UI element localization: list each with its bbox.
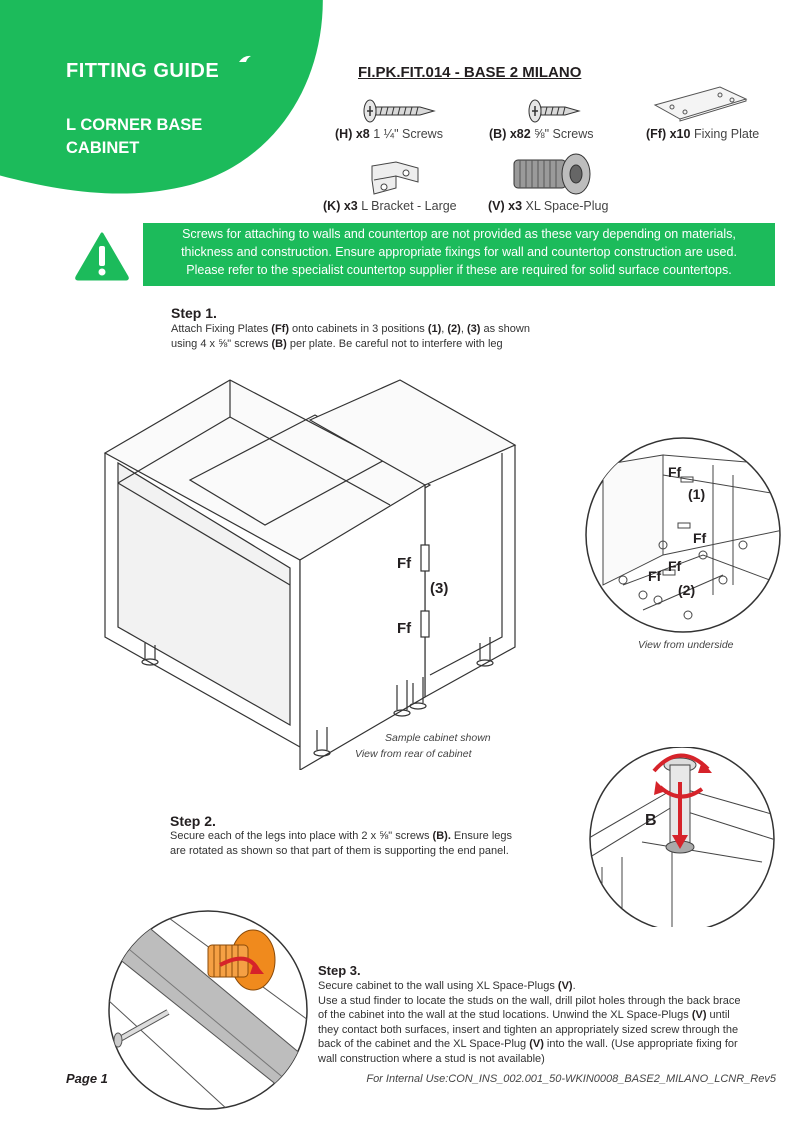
warning-triangle-icon <box>74 231 130 281</box>
step3-instructions: Secure cabinet to the wall using XL Space-Plugs (V). Use a stud finder to locate the studs on the wall, drill pilot holes through the back brace of the cabinet into the wall at the stud locations. Unwind the XL Space-Plugs (V) until they contact both surfaces, insert and tighten an appropriately sized screw through the back of the cabinet and the XL Space-Plug (V) into the wall. (Use appropriate fixing for wall construction where a stud is not available) <box>318 980 741 1065</box>
wall-fixing-detail-illustration <box>108 910 308 1110</box>
fixing-plate-icon <box>650 85 750 123</box>
step2-title: Step 2. <box>170 813 216 829</box>
page-number: Page 1 <box>66 1071 108 1086</box>
detail-ff-2: Ff <box>693 530 707 546</box>
part-ff-label: (Ff) x10 Fixing Plate <box>646 127 760 141</box>
part-v-label: (V) x3 XL Space-Plug <box>488 199 609 213</box>
callout-ff-upper: Ff <box>397 555 412 572</box>
detail-ff-4: Ff <box>648 568 662 584</box>
warning-banner: Screws for attaching to walls and countertop are not provided as these vary depending on materials, thickness and construction. Ensure appropriate fixings for wall and countertop construction are used. Please refer to the specialist countertop supplier if these are required for solid surface countertops. <box>143 223 775 286</box>
step1-instructions: Attach Fixing Plates (Ff) onto cabinets in 3 positions (1), (2), (3) as shown using 4 x ⅝" screws (B) per plate. Be careful not to interfere with leg <box>171 323 530 350</box>
callout-ff-lower: Ff <box>397 620 412 637</box>
detail-ff-1: Ff <box>668 464 682 480</box>
bird-logo-icon <box>238 54 252 64</box>
sample-cabinet-caption: Sample cabinet shown <box>385 732 491 744</box>
internal-reference: For Internal Use:CON_INS_002.001_50-WKIN0008_BASE2_MILANO_LCNR_Rev5 <box>366 1073 776 1085</box>
space-plug-icon <box>506 150 596 198</box>
step3-title: Step 3. <box>318 963 361 978</box>
callout-b: B <box>645 812 657 829</box>
callout-position-3: (3) <box>430 580 449 597</box>
cabinet-rear-view-illustration <box>100 375 525 770</box>
underside-caption: View from underside <box>638 639 734 651</box>
step1-title: Step 1. <box>171 305 217 321</box>
rear-view-caption: View from rear of cabinet <box>355 748 472 760</box>
step2-instructions: Secure each of the legs into place with 2 x ⅝" screws (B). Ensure legs are rotated as shown so that part of them is supporting the end panel. <box>170 830 513 857</box>
l-bracket-icon <box>366 158 426 198</box>
part-h-label: (H) x8 1 ¼" Screws <box>335 127 443 141</box>
detail-position-2: (2) <box>678 582 696 598</box>
part-b-label: (B) x82 ⅝" Screws <box>489 127 594 141</box>
header-green-shape <box>0 0 340 205</box>
guide-title: FITTING GUIDE <box>66 60 219 83</box>
leg-rotation-detail-illustration <box>582 747 782 927</box>
short-screw-icon <box>523 98 583 124</box>
cabinet-type-heading: L CORNER BASE CABINET <box>66 116 203 157</box>
screw-icon <box>358 98 438 124</box>
detail-ff-3: Ff <box>668 558 682 574</box>
part-k-label: (K) x3 L Bracket - Large <box>323 199 457 213</box>
document-code: FI.PK.FIT.014 - BASE 2 MILANO <box>358 64 582 81</box>
detail-position-1: (1) <box>688 486 706 502</box>
underside-detail-illustration <box>583 435 783 635</box>
